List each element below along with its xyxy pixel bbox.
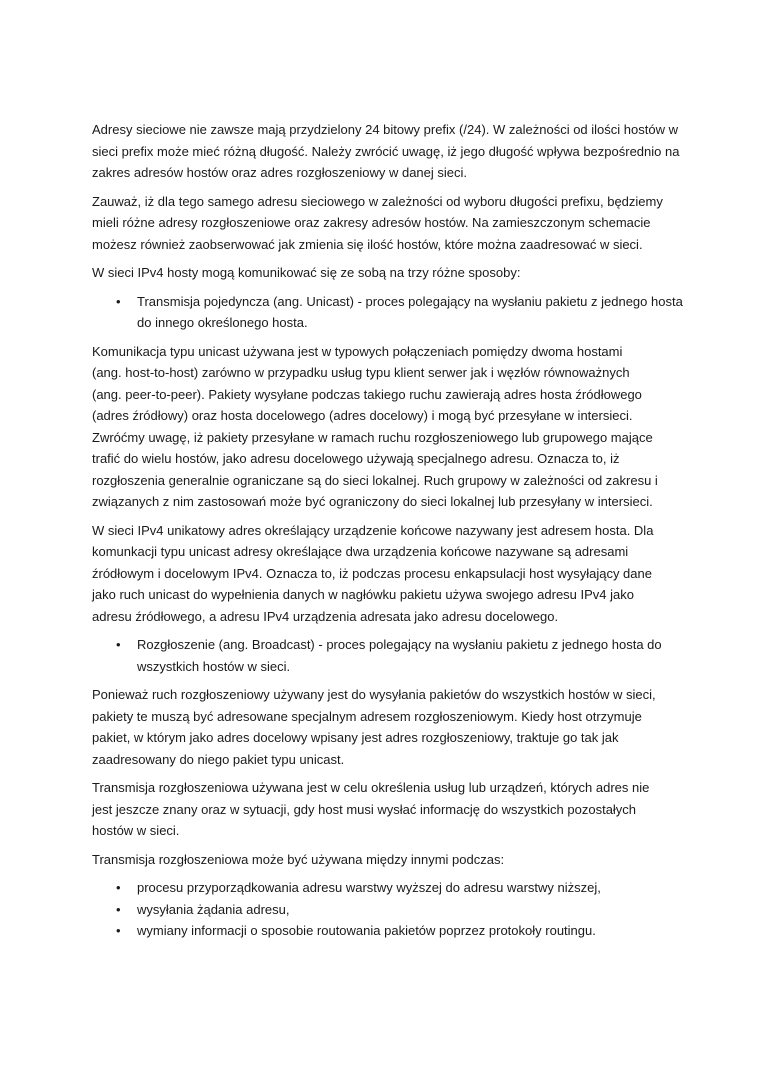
bullet-item <box>92 634 712 677</box>
text-line: komunkacji typu unicast adresy określające dwa urządzenia końcowe nazywane są adresami <box>92 544 629 559</box>
text-line: Transmisja rozgłoszeniowa używana jest w celu określenia usług lub urządzeń, których adres nie <box>92 780 650 795</box>
text-line: hostów w sieci. <box>92 823 180 838</box>
paragraph <box>92 262 712 284</box>
list-item <box>92 920 712 942</box>
text-line: wszystkich hostów w sieci. <box>137 658 291 674</box>
paragraph <box>92 191 712 256</box>
text-line: wymiany informacji o sposobie routowania pakietów poprzez protokoły routingu. <box>137 923 596 938</box>
bullet-icon: • <box>116 293 121 309</box>
text-line: (adres źródłowy) oraz hosta docelowego (adres docelowy) i mogą być przesyłane w intersieci. <box>92 408 633 423</box>
list-item <box>92 877 712 899</box>
text-line: jako ruch unicast do wypełnienia danych w nagłówku pakietu używa swojego adresu IPv4 jako <box>92 587 634 602</box>
text-line: źródłowym i docelowym IPv4. Oznacza to, iż podczas procesu enkapsulacji host wysyłający dane <box>92 565 652 581</box>
text-line: sieci prefix może mieć różną długość. Należy zwrócić uwagę, iż jego długość wpływa bezpośrednio na <box>92 143 680 159</box>
text-line: pakiet, w którym jako adres docelowy wpisany jest adres rozgłoszeniowy, traktuje go tak jak <box>92 730 619 745</box>
bullet-icon: • <box>116 901 121 917</box>
text-line: wysyłania żądania adresu, <box>137 901 290 917</box>
list-item <box>92 899 712 921</box>
text-line: (ang. peer-to-peer). Pakiety wysyłane podczas takiego ruchu zawierają adres hosta źródłowego <box>92 386 642 402</box>
text-line: W sieci IPv4 hosty mogą komunikować się ze sobą na trzy różne sposoby: <box>92 265 521 280</box>
text-line: możesz również zaobserwować jak zmienia się ilość hostów, które można zaadresować w sieci. <box>92 236 643 252</box>
paragraph <box>92 849 712 871</box>
text-line: Rozgłoszenie (ang. Broadcast) - proces polegający na wysłaniu pakietu z jednego hosta do <box>137 637 662 652</box>
text-line: Transmisja pojedyncza (ang. Unicast) - proces polegający na wysłaniu pakietu z jednego hosta <box>137 293 683 309</box>
text-line: pakiety te muszą być adresowane specjalnym adresem rozgłoszeniowym. Kiedy host otrzymuje <box>92 708 642 724</box>
text-line: do innego określonego hosta. <box>137 315 308 330</box>
text-line: Komunikacja typu unicast używana jest w typowych połączeniach pomiędzy dwoma hostami <box>92 343 623 359</box>
paragraph <box>92 520 712 628</box>
text-line: W sieci IPv4 unikatowy adres określający urządzenie końcowe nazywany jest adresem hosta. Dla <box>92 522 654 538</box>
text-line: Zauważ, iż dla tego samego adresu sieciowego w zależności od wyboru długości prefixu, będziemy <box>92 193 663 209</box>
text-line: (ang. host-to-host) zarówno w przypadku usług typu klient serwer jak i węzłów równoważnych <box>92 365 630 380</box>
paragraph <box>92 684 712 770</box>
text-line: Ponieważ ruch rozgłoszeniowy używany jest do wysyłania pakietów do wszystkich hostów w sieci, <box>92 687 656 702</box>
text-line: mieli różne adresy rozgłoszeniowe oraz zakresy adresów hostów. Na zamieszczonym schemacie <box>92 215 651 230</box>
bullet-item <box>92 291 712 334</box>
document-body <box>92 119 712 949</box>
text-line: Adresy sieciowe nie zawsze mają przydzielony 24 bitowy prefix (/24). W zależności od ilości hostów w <box>92 122 678 137</box>
text-line: trafić do wielu hostów, jako adresu docelowego używają specjalnego adresu. Oznacza to, iż <box>92 451 620 466</box>
bullet-icon: • <box>116 923 121 938</box>
bullet-icon: • <box>116 880 121 895</box>
text-line: Zwróćmy uwagę, iż pakiety przesyłane w ramach ruchu rozgłoszeniowego lub grupowego mające <box>92 429 653 445</box>
paragraph <box>92 341 712 513</box>
paragraph <box>92 777 712 842</box>
text-line: zaadresowany do niego pakiet typu unicast. <box>92 751 345 767</box>
text-line: jest jeszcze znany oraz w sytuacji, gdy host musi wysłać informację do wszystkich pozostałych <box>92 801 637 817</box>
text-line: zakres adresów hostów oraz adres rozgłoszeniowy w danej sieci. <box>92 165 468 180</box>
text-line: procesu przyporządkowania adresu warstwy wyższej do adresu warstwy niższej, <box>137 880 601 895</box>
text-line: Transmisja rozgłoszeniowa może być używana między innymi podczas: <box>92 851 505 867</box>
text-line: rozgłoszenia generalnie ograniczane są do sieci lokalnej. Ruch grupowy w zależności od zakresu i <box>92 472 658 488</box>
text-line: adresu źródłowego, a adresu IPv4 urządzenia adresata jako adresu docelowego. <box>92 608 559 624</box>
bullet-icon: • <box>116 637 121 652</box>
paragraph <box>92 119 712 184</box>
text-line: związanych z nim zastosowań może być ograniczony do sieci lokalnej lub przesyłany w intersieci. <box>92 494 653 509</box>
bullet-list <box>92 877 712 942</box>
